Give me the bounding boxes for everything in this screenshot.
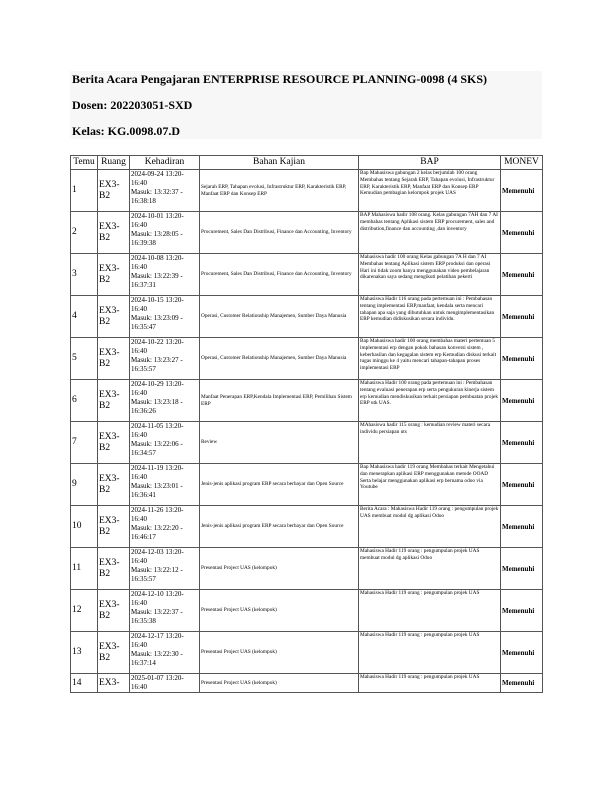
table-row xyxy=(71,548,543,590)
table-row xyxy=(71,632,543,674)
cell-kehadiran xyxy=(130,506,200,548)
cell-monev: Memenuhi xyxy=(501,506,543,548)
table-row xyxy=(71,254,543,296)
cell-monev: Memenuhi xyxy=(501,464,543,506)
cell-ruang: EX3-B2 xyxy=(98,422,130,464)
checkout-time: 16:39:38 xyxy=(131,239,156,247)
schedule-end: 16:40 xyxy=(131,431,147,439)
cell-kehadiran xyxy=(130,674,200,693)
cell-bahan-kajian: Jenis-jenis aplikasi program ERP secara berbayar dan Open Source xyxy=(200,506,359,548)
checkin-time: Masuk: 13:22:12 - xyxy=(131,566,183,574)
checkin-time: Masuk: 13:22:37 - xyxy=(131,608,183,616)
cell-bahan-kajian: Procurement, Sales Dan Distribusi, Finance dan Accounting, Inventory xyxy=(200,254,359,296)
table-row xyxy=(71,590,543,632)
schedule-start: 2024-11-19 13:20- xyxy=(131,464,184,472)
cell-kehadiran xyxy=(130,338,200,380)
checkout-time: 16:37:31 xyxy=(131,281,156,289)
schedule-start: 2025-01-07 13:20- xyxy=(131,674,184,682)
cell-kehadiran xyxy=(130,548,200,590)
checkout-time: 16:37:14 xyxy=(131,659,156,667)
schedule-end: 16:40 xyxy=(131,599,147,607)
schedule-start: 2024-10-29 13:20- xyxy=(131,380,184,388)
schedule-end: 16:40 xyxy=(131,557,147,565)
checkin-time: Masuk: 13:22:30 - xyxy=(131,650,183,658)
cell-bahan-kajian: Review xyxy=(200,422,359,464)
cell-bahan-kajian: Presentasi Project UAS (kelompok) xyxy=(200,590,359,632)
cell-bap: Bap Mahasiswa hadir 100 orang membahas materi pertemuan 5 implementasi erp dengan pokok bahasan konversi sistem , keberhasilan dan kegagalan sistem erp Kemudian diskusi terkait tugas minggu ke 4 yaitu mencari tahapan-tahapan proses implementasi ERP xyxy=(359,338,501,380)
cell-temu: 11 xyxy=(71,548,98,590)
schedule-start: 2024-10-01 13:20- xyxy=(131,212,184,220)
checkout-time: 16:35:38 xyxy=(131,617,156,625)
cell-temu: 7 xyxy=(71,422,98,464)
cell-ruang: EX3-B2 xyxy=(98,170,130,212)
cell-bap: Mahasiswa hadir 100 orang Kelas gabungan 7A H dan 7 AI Membahas tentang Aplikasi sistem ERP produksi dan operasi Hari ini tidak zoom hanya menggunakan video pembelajaran dikarenakan saya sedang mengikuti pelatihan pekerti xyxy=(359,254,501,296)
cell-temu: 5 xyxy=(71,338,98,380)
checkout-time: 16:35:47 xyxy=(131,323,156,331)
cell-bahan-kajian: Sejarah ERP, Tahapan evolusi, Infrastruktur ERP, Karakteristik ERP, Manfaat ERP dan Konsep ERP xyxy=(200,170,359,212)
schedule-start: 2024-12-10 13:20- xyxy=(131,590,184,598)
cell-monev: Memenuhi xyxy=(501,422,543,464)
schedule-start: 2024-11-05 13:20- xyxy=(131,422,184,430)
cell-ruang: EX3-B2 xyxy=(98,506,130,548)
schedule-end: 16:40 xyxy=(131,389,147,397)
cell-monev: Memenuhi xyxy=(501,338,543,380)
cell-temu: 2 xyxy=(71,212,98,254)
cell-monev: Memenuhi xyxy=(501,548,543,590)
cell-kehadiran xyxy=(130,380,200,422)
checkin-time: Masuk: 13:22:39 - xyxy=(131,272,183,280)
cell-bahan-kajian: Jenis-jenis aplikasi program ERP secara berbayar dan Open Source xyxy=(200,464,359,506)
cell-ruang: EX3-B2 xyxy=(98,296,130,338)
cell-kehadiran xyxy=(130,212,200,254)
schedule-end: 16:40 xyxy=(131,221,147,229)
cell-temu: 3 xyxy=(71,254,98,296)
cell-temu: 9 xyxy=(71,464,98,506)
col-header-bap: BAP xyxy=(359,156,501,170)
cell-ruang: EX3-B2 xyxy=(98,338,130,380)
schedule-start: 2024-11-26 13:20- xyxy=(131,506,184,514)
cell-monev: Memenuhi xyxy=(501,296,543,338)
col-header-bahan-kajian: Bahan Kajian xyxy=(200,156,359,170)
cell-temu: 14 xyxy=(71,674,98,693)
schedule-start: 2024-10-08 13:20- xyxy=(131,254,184,262)
cell-monev: Memenuhi xyxy=(501,212,543,254)
schedule-end: 16:40 xyxy=(131,641,147,649)
table-row xyxy=(71,422,543,464)
checkout-time: 16:35:57 xyxy=(131,365,156,373)
checkin-time: Masuk: 13:23:18 - xyxy=(131,398,183,406)
schedule-end: 16:40 xyxy=(131,179,147,187)
teaching-report-table xyxy=(70,155,543,693)
cell-bap: Mahasiswa Hadir 100 orang pada pertemuan ini : Pembahasan tentang evaluasi penerapan erp serta pengukuran kinerja sistem erp kemudian mendiskusikan terkait persiapan pembuatan projek ERP utk UAS. xyxy=(359,380,501,422)
checkout-time: 16:36:26 xyxy=(131,407,156,415)
cell-kehadiran xyxy=(130,632,200,674)
cell-temu: 12 xyxy=(71,590,98,632)
cell-bahan-kajian: Procurement, Sales Dan Distribusi, Finance dan Accounting, Inventory xyxy=(200,212,359,254)
cell-monev: Memenuhi xyxy=(501,170,543,212)
cell-bap: Bap Mahasiswa hadir 119 orang Membahas terkait Mengetahui dan menerapkan aplikasi ERP menggunakan metode OOAD Serta belajar menggunakan aplikasi erp bernama odoo via Youtube xyxy=(359,464,501,506)
cell-bahan-kajian: Presentasi Project UAS (kelompok) xyxy=(200,548,359,590)
cell-ruang: EX3-B2 xyxy=(98,212,130,254)
col-header-kehadiran: Kehadiran xyxy=(130,156,200,170)
schedule-end: 16:40 xyxy=(131,515,147,523)
cell-bap: MAhasiswa hadir 115 orang : kemudian review materi secara individu persiapan uts xyxy=(359,422,501,464)
cell-bahan-kajian: Presentasi Project UAS (kelompok) xyxy=(200,632,359,674)
schedule-start: 2024-10-22 13:20- xyxy=(131,338,184,346)
checkout-time: 16:36:41 xyxy=(131,491,156,499)
schedule-end: 16:40 xyxy=(131,473,147,481)
checkout-time: 16:38:18 xyxy=(131,197,156,205)
table-row xyxy=(71,464,543,506)
cell-temu: 6 xyxy=(71,380,98,422)
class-line: Kelas: KG.0098.07.D xyxy=(72,124,180,138)
checkin-time: Masuk: 13:23:01 - xyxy=(131,482,183,490)
cell-bahan-kajian: Manfaat Penerapan ERP,Kendala Implementasi ERP, Pemilihan Sistem ERP xyxy=(200,380,359,422)
cell-kehadiran xyxy=(130,254,200,296)
col-header-temu: Temu xyxy=(71,156,98,170)
cell-monev: Memenuhi xyxy=(501,380,543,422)
checkout-time: 16:35:57 xyxy=(131,575,156,583)
cell-kehadiran xyxy=(130,422,200,464)
checkin-time: Masuk: 13:23:27 - xyxy=(131,356,183,364)
cell-ruang: EX3-B2 xyxy=(98,632,130,674)
schedule-end: 16:40 xyxy=(131,263,147,271)
checkin-time: Masuk: 13:32:37 - xyxy=(131,188,183,196)
table-row xyxy=(71,170,543,212)
table-row xyxy=(71,338,543,380)
schedule-end: 16:40 xyxy=(131,347,147,355)
cell-kehadiran xyxy=(130,590,200,632)
cell-monev: Memenuhi xyxy=(501,632,543,674)
cell-bap: Mahasiswa Hadir 119 orang : pengumpulan projek UAS xyxy=(359,674,501,693)
checkout-time: 16:46:17 xyxy=(131,533,156,541)
cell-kehadiran xyxy=(130,464,200,506)
table-header-row xyxy=(71,156,543,170)
cell-monev: Memenuhi xyxy=(501,254,543,296)
page-title: Berita Acara Pengajaran ENTERPRISE RESOURCE PLANNING-0098 (4 SKS) xyxy=(72,72,488,86)
cell-bahan-kajian: Operasi, Customer Relationship Manajemen, Sumber Daya Manusia xyxy=(200,296,359,338)
schedule-end: 16:40 xyxy=(131,305,147,313)
cell-temu: 13 xyxy=(71,632,98,674)
schedule-start: 2024-12-17 13:20- xyxy=(131,632,184,640)
cell-monev: Memenuhi xyxy=(501,590,543,632)
cell-bap: BAP Mahasiswa hadir 108 orang. Kelas gabungan 7AH dan 7 AI membahas tentang Aplikasi sistem ERP procurement, sales and distribution,finance dan accounting ,dan inventory xyxy=(359,212,501,254)
schedule-start: 2024-10-15 13:20- xyxy=(131,296,184,304)
cell-ruang: EX3-B2 xyxy=(98,464,130,506)
cell-kehadiran xyxy=(130,296,200,338)
checkin-time: Masuk: 13:28:05 - xyxy=(131,230,183,238)
schedule-end: 16:40 xyxy=(131,683,147,691)
cell-ruang: EX3-B2 xyxy=(98,548,130,590)
cell-bap: Mahasiswa Hadir 119 orang : pengumpulan projek UAS membuat modul dg aplikasi Odoo xyxy=(359,548,501,590)
cell-temu: 4 xyxy=(71,296,98,338)
cell-ruang: EX3- xyxy=(98,674,130,693)
cell-bap: Mahasiswa Hadir 116 orang pada pertemuan ini : Pembahasan tentang implementasi ERP,manfaat, kendala serta mencari tahapan apa saja yang dibutuhkan untuk mengimplementasikan ERP kemudian didiskusikan secara individu. xyxy=(359,296,501,338)
checkin-time: Masuk: 13:22:20 - xyxy=(131,524,183,532)
cell-ruang: EX3-B2 xyxy=(98,590,130,632)
table-row xyxy=(71,380,543,422)
schedule-start: 2024-12-03 13:20- xyxy=(131,548,184,556)
cell-bap: Berita Acara : Mahasiswa Hadir 119 orang : pengumpulan projek UAS membuat modul dg aplikasi Odoo xyxy=(359,506,501,548)
table-row xyxy=(71,674,543,693)
col-header-ruang: Ruang xyxy=(98,156,130,170)
table-row xyxy=(71,506,543,548)
schedule-start: 2024-09-24 13:20- xyxy=(131,170,184,178)
cell-kehadiran xyxy=(130,170,200,212)
checkout-time: 16:34:57 xyxy=(131,449,156,457)
cell-temu: 1 xyxy=(71,170,98,212)
lecturer-line: Dosen: 202203051-SXD xyxy=(72,98,193,112)
cell-bahan-kajian: Operasi, Customer Relationship Manajemen, Sumber Daya Manusia xyxy=(200,338,359,380)
cell-ruang: EX3-B2 xyxy=(98,380,130,422)
document-header xyxy=(70,71,542,139)
cell-bahan-kajian: Presentasi Project UAS (kelompok) xyxy=(200,674,359,693)
cell-temu: 10 xyxy=(71,506,98,548)
cell-monev: Memenuhi xyxy=(501,674,543,693)
checkin-time: Masuk: 13:22:06 - xyxy=(131,440,183,448)
cell-bap: Bap Mahasiswa gabungan 2 kelas berjumlah 100 orang Membahas tentang Sejarah ERP, Tahapan evolusi, Infrastruktur ERP, Karakteristik ERP, Manfaat ERP dan Konsep ERP Kemudian pembagian kelompok projek UAS xyxy=(359,170,501,212)
cell-ruang: EX3-B2 xyxy=(98,254,130,296)
checkin-time: Masuk: 13:23:09 - xyxy=(131,314,183,322)
table-row xyxy=(71,212,543,254)
col-header-monev: MONEV xyxy=(501,156,543,170)
cell-bap: Mahasiswa Hadir 119 orang : pengumpulan projek UAS xyxy=(359,590,501,632)
cell-bap: Mahasiswa Hadir 119 orang : pengumpulan projek UAS xyxy=(359,632,501,674)
table-row xyxy=(71,296,543,338)
